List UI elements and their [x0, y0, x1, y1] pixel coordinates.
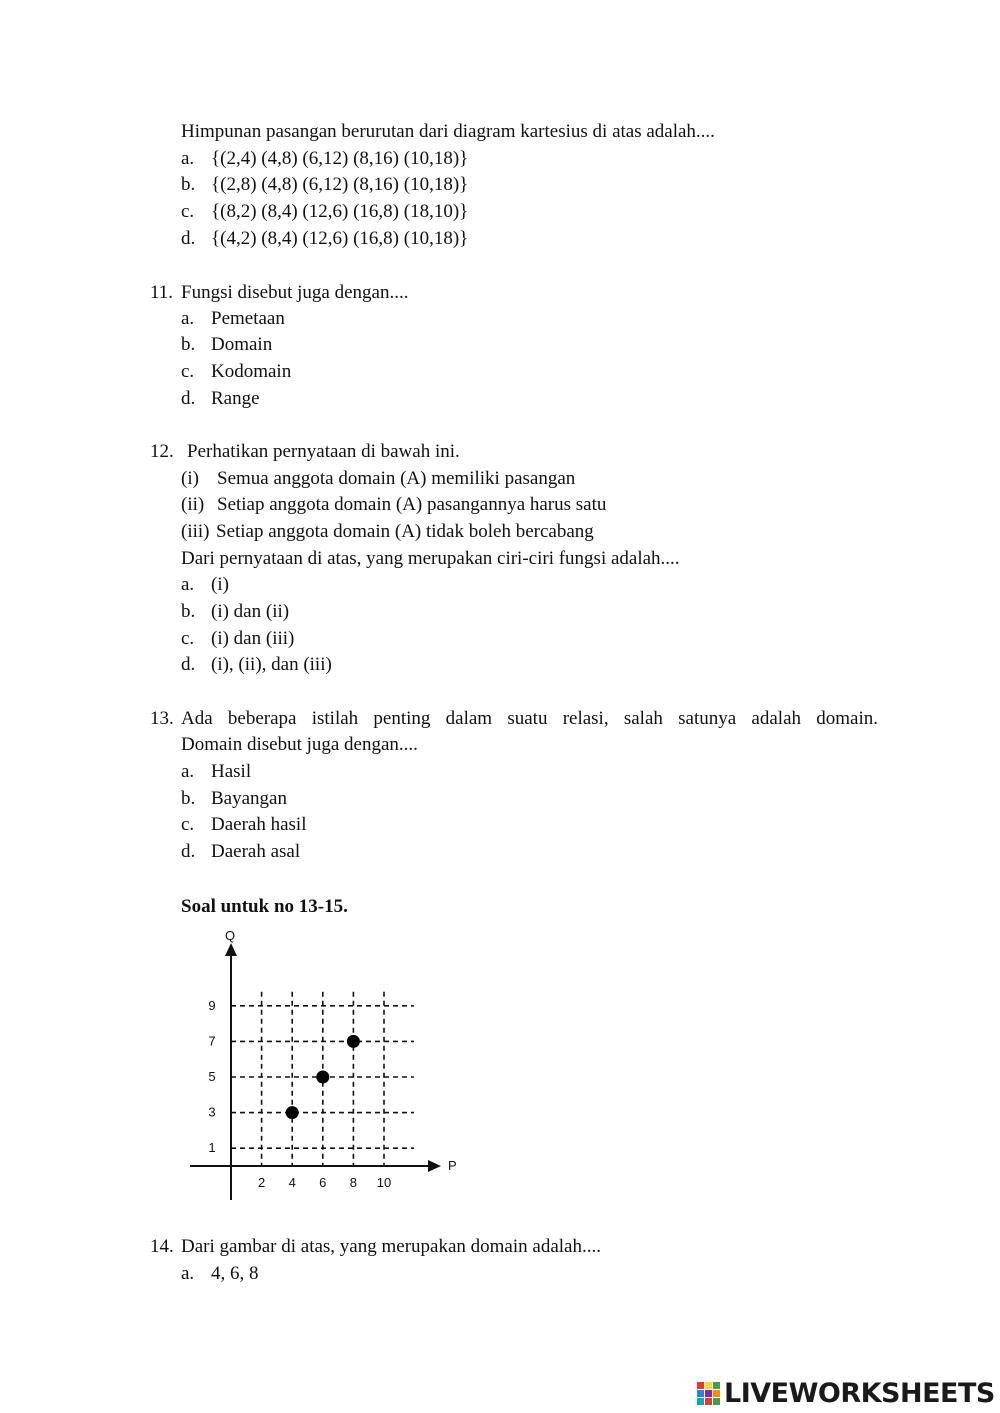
q10-option-b-letter[interactable]: b. — [181, 174, 196, 195]
q13-option-b-letter[interactable]: b. — [181, 788, 196, 809]
logo-square-3 — [697, 1390, 704, 1397]
q10-option-d[interactable]: {(4,2) (8,4) (12,6) (16,8) (10,18)} — [211, 228, 469, 249]
q10-text: Himpunan pasangan berurutan dari diagram kartesius di atas adalah.... — [181, 121, 715, 142]
logo-square-0 — [697, 1382, 704, 1389]
q11-text: Fungsi disebut juga dengan.... — [181, 282, 409, 303]
logo-square-5 — [713, 1390, 720, 1397]
cartesian-graph — [190, 925, 470, 1210]
liveworksheets-logo[interactable] — [697, 1378, 995, 1409]
q10-option-a[interactable]: {(2,4) (4,8) (6,12) (8,16) (10,18)} — [211, 148, 469, 169]
q13-number: 13. — [150, 708, 174, 729]
logo-square-6 — [697, 1398, 704, 1405]
q12-text: Perhatikan pernyataan di bawah ini. — [187, 441, 460, 462]
q10-option-b[interactable]: {(2,8) (4,8) (6,12) (8,16) (10,18)} — [211, 174, 469, 195]
y-tick-label-3: 3 — [208, 1104, 216, 1120]
logo-text: LIVEWORKSHEETS — [724, 1378, 995, 1409]
q13-option-a-letter[interactable]: a. — [181, 761, 195, 782]
q12-statement-ii-mark: (ii) — [181, 494, 205, 515]
q12-option-a-letter[interactable]: a. — [181, 574, 195, 595]
y-tick-label-1: 1 — [208, 1140, 216, 1156]
q12-option-b[interactable]: (i) dan (ii) — [211, 601, 290, 622]
q12-prompt: Dari pernyataan di atas, yang merupakan ciri-ciri fungsi adalah.... — [181, 548, 680, 569]
q13-option-c[interactable]: Daerah hasil — [211, 814, 307, 835]
logo-square-1 — [705, 1382, 712, 1389]
q13-text-line2: Domain disebut juga dengan.... — [181, 734, 418, 755]
q13-option-c-letter[interactable]: c. — [181, 814, 195, 835]
q12-statement-i: Semua anggota domain (A) memiliki pasangan — [217, 468, 576, 489]
y-axis-arrow-icon — [225, 943, 237, 956]
x-tick-labels — [258, 1175, 391, 1190]
q12-number: 12. — [150, 441, 174, 462]
section-label: Soal untuk no 13-15. — [181, 896, 348, 917]
q10-option-a-letter[interactable]: a. — [181, 148, 195, 169]
x-tick-label-8: 8 — [349, 1175, 358, 1190]
x-axis-label: P — [448, 1158, 457, 1173]
logo-square-8 — [713, 1398, 720, 1405]
q11-option-c[interactable]: Kodomain — [211, 361, 292, 382]
q12-option-c[interactable]: (i) dan (iii) — [211, 628, 295, 649]
q10-option-d-letter[interactable]: d. — [181, 228, 196, 249]
logo-grid-icon — [697, 1382, 720, 1405]
q11-option-b[interactable]: Domain — [211, 334, 273, 355]
y-axis-label: Q — [225, 928, 236, 943]
x-tick-label-10: 10 — [376, 1175, 392, 1190]
y-tick-label-9: 9 — [208, 997, 216, 1013]
q14-option-a[interactable]: 4, 6, 8 — [211, 1263, 259, 1284]
logo-square-2 — [713, 1382, 720, 1389]
y-tick-labels — [208, 998, 215, 1155]
q12-statement-ii: Setiap anggota domain (A) pasangannya harus satu — [217, 494, 607, 515]
data-point-4-3 — [286, 1106, 299, 1119]
q14-text: Dari gambar di atas, yang merupakan domain adalah.... — [181, 1236, 601, 1257]
y-tick-label-5: 5 — [208, 1069, 216, 1084]
q12-statement-i-mark: (i) — [181, 468, 199, 489]
q11-number: 11. — [150, 282, 174, 303]
q11-option-b-letter[interactable]: b. — [181, 334, 196, 355]
q12-option-a[interactable]: (i) — [211, 574, 229, 595]
q12-option-c-letter[interactable]: c. — [181, 628, 195, 649]
logo-square-7 — [705, 1398, 712, 1405]
q10-option-c[interactable]: {(8,2) (8,4) (12,6) (16,8) (18,10)} — [211, 201, 469, 222]
q11-option-a[interactable]: Pemetaan — [211, 308, 285, 329]
y-tick-label-7: 7 — [208, 1033, 216, 1049]
logo-square-4 — [705, 1390, 712, 1397]
q13-text-line1: Ada beberapa istilah penting dalam suatu relasi, salah satunya adalah domain. — [181, 708, 878, 729]
q12-statement-iii-mark: (iii) — [181, 521, 210, 542]
q10-option-c-letter[interactable]: c. — [181, 201, 195, 222]
x-tick-label-2: 2 — [257, 1175, 266, 1190]
q11-option-d-letter[interactable]: d. — [181, 388, 196, 409]
data-point-8-7 — [347, 1035, 360, 1048]
q12-statement-iii: Setiap anggota domain (A) tidak boleh bercabang — [216, 521, 594, 542]
q13-option-d[interactable]: Daerah asal — [211, 841, 301, 862]
x-tick-label-4: 4 — [288, 1175, 296, 1190]
q13-option-d-letter[interactable]: d. — [181, 841, 196, 862]
q14-option-a-letter[interactable]: a. — [181, 1263, 195, 1284]
q11-option-a-letter[interactable]: a. — [181, 308, 195, 329]
q12-option-d[interactable]: (i), (ii), dan (iii) — [211, 654, 332, 675]
q11-option-d[interactable]: Range — [211, 388, 260, 409]
q12-option-d-letter[interactable]: d. — [181, 654, 196, 675]
q13-option-a[interactable]: Hasil — [211, 761, 252, 782]
data-point-6-5 — [316, 1071, 329, 1084]
q12-option-b-letter[interactable]: b. — [181, 601, 196, 622]
q11-option-c-letter[interactable]: c. — [181, 361, 195, 382]
q13-option-b[interactable]: Bayangan — [211, 788, 287, 809]
x-axis-arrow-icon — [428, 1160, 441, 1172]
x-tick-label-6: 6 — [319, 1175, 327, 1190]
q14-number: 14. — [150, 1236, 174, 1257]
